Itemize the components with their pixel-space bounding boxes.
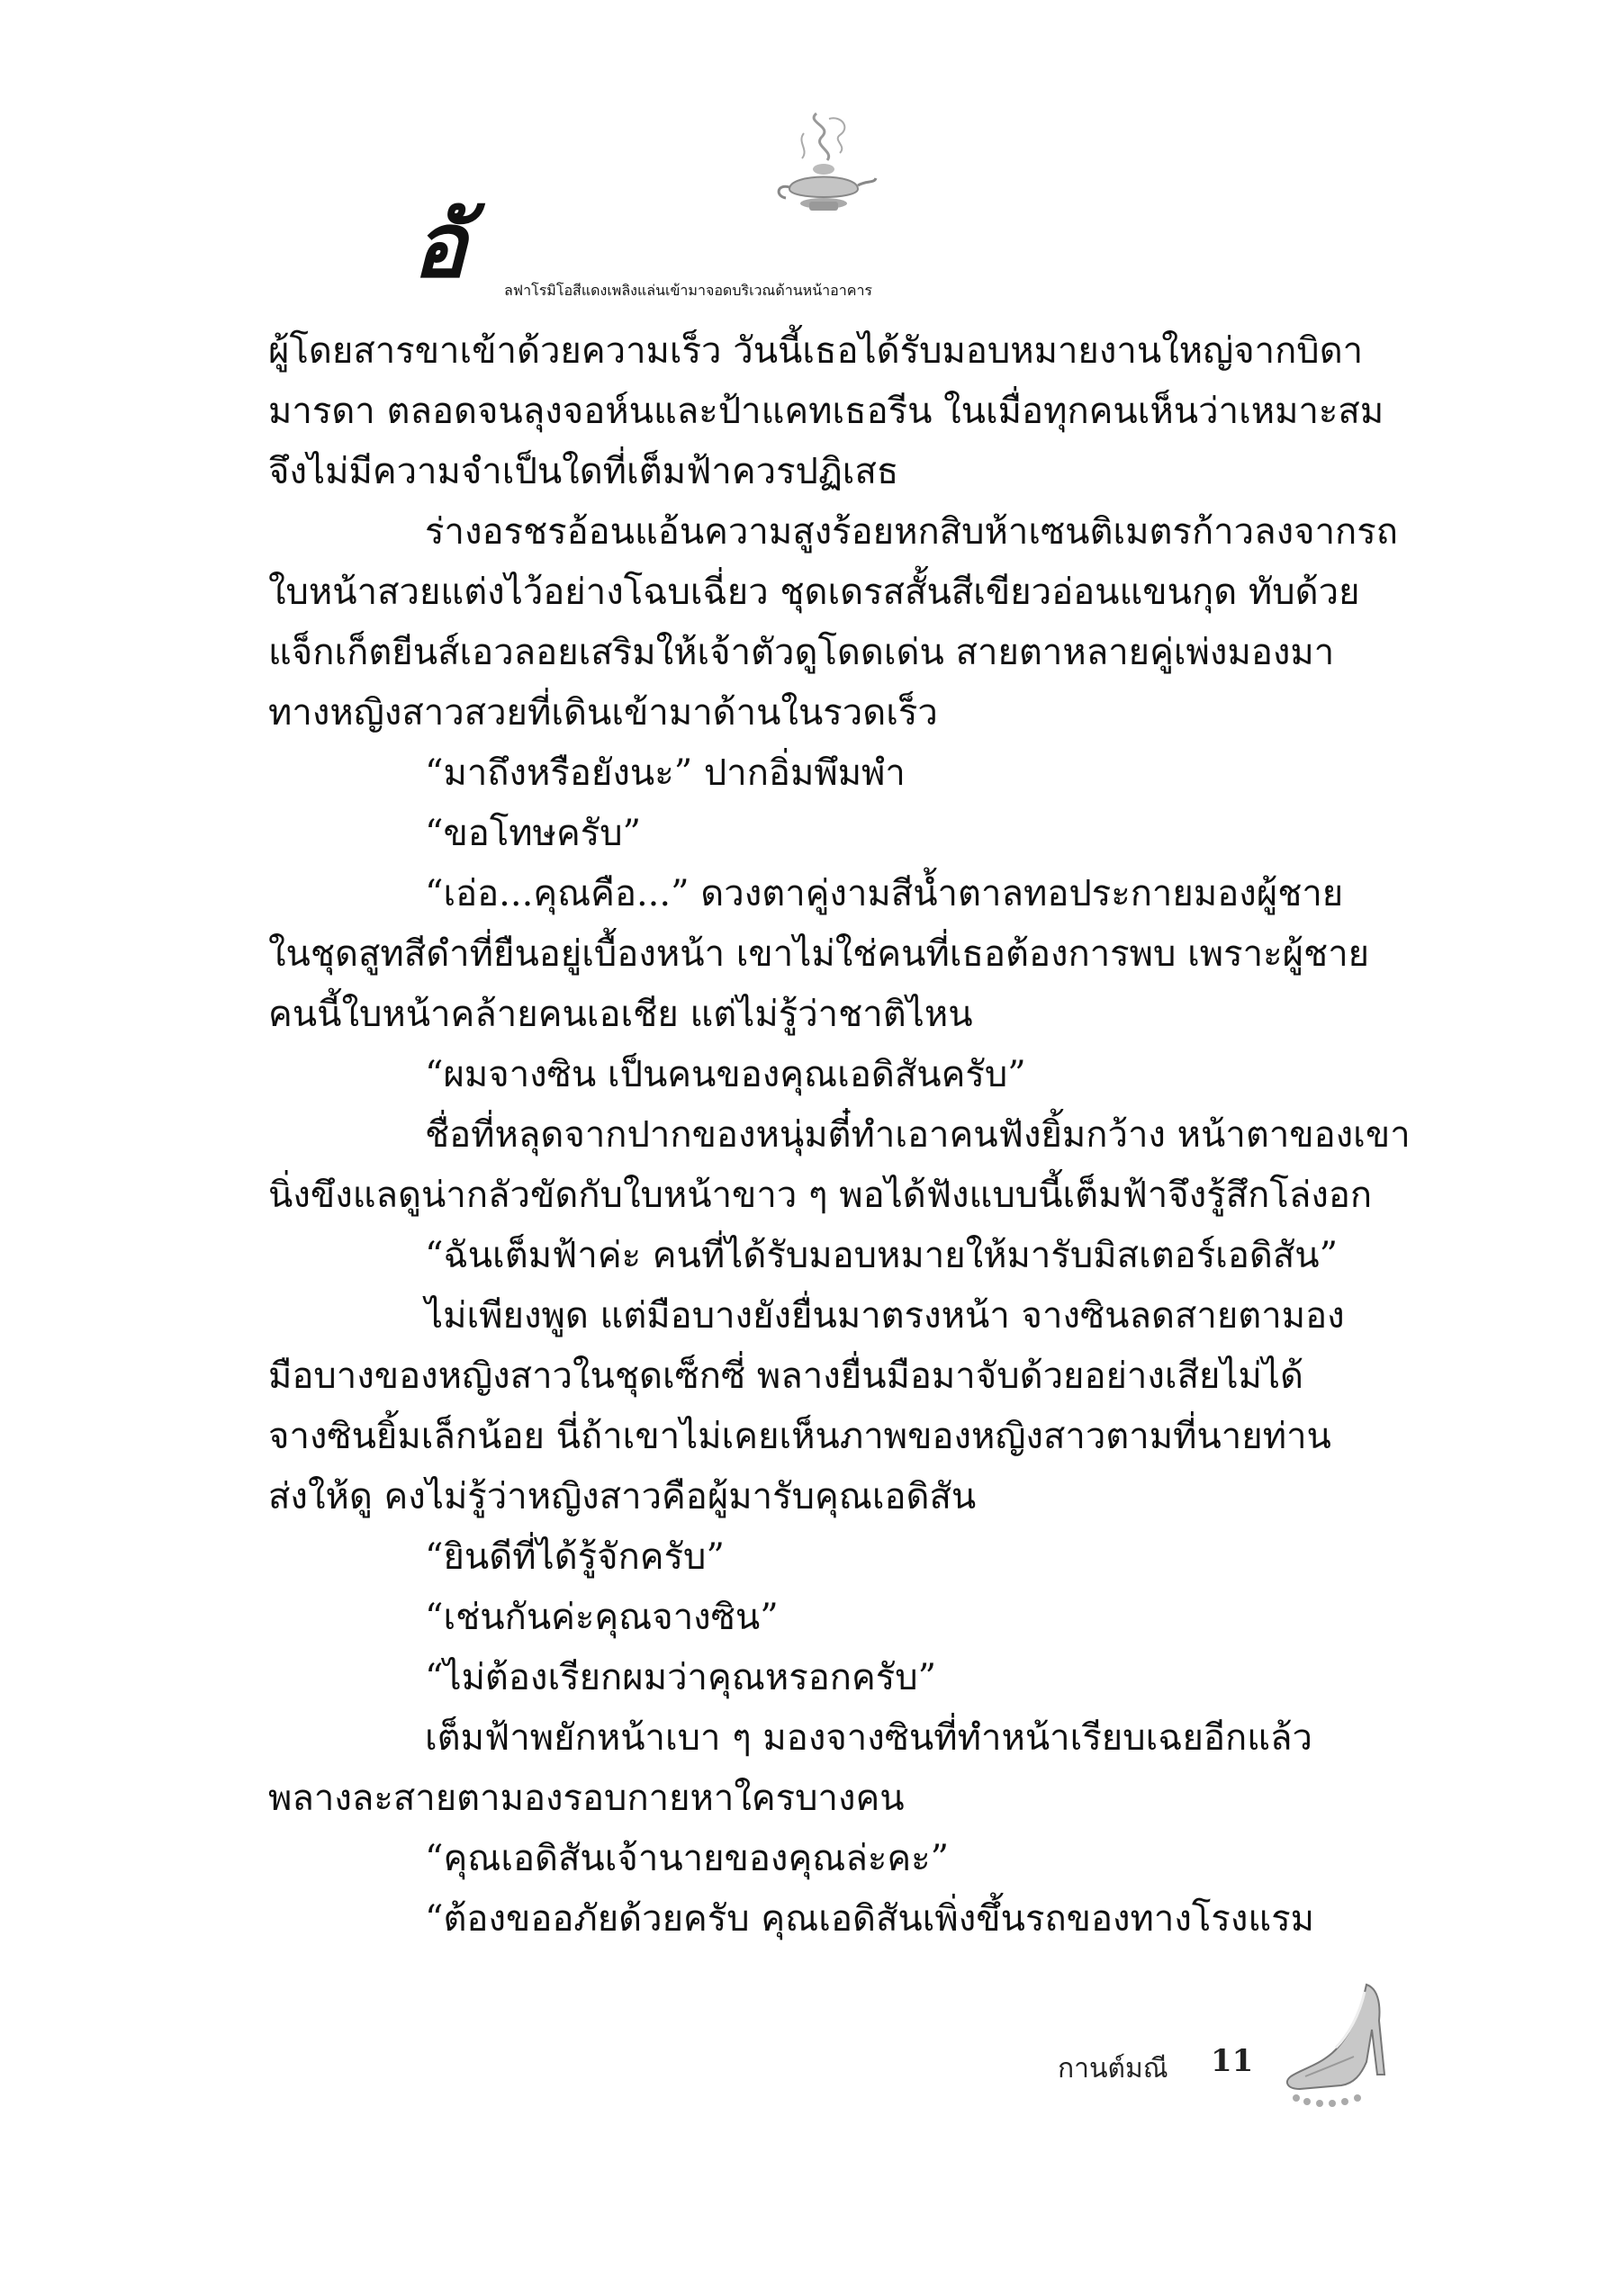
text-line: ลฟาโรมิโอสีแดงเพลิงแล่นเข้ามาจอดบริเวณด้านหน้าอาคาร bbox=[504, 284, 873, 299]
text-line: พลางละสายตามองรอบกายหาใครบางคน bbox=[268, 1778, 905, 1819]
text-line: “ฉันเต็มฟ้าค่ะ คนที่ได้รับมอบหมายให้มารับมิสเตอร์เอดิสัน” bbox=[425, 1235, 1339, 1276]
text-line: ผู้โดยสารขาเข้าด้วยความเร็ว วันนี้เธอได้รับมอบหมายงานใหญ่จากบิดา bbox=[268, 330, 1364, 372]
text-line: ทางหญิงสาวสวยที่เดินเข้ามาด้านในรวดเร็ว bbox=[268, 692, 938, 734]
magic-lamp-icon bbox=[770, 106, 878, 221]
page-number: 11 bbox=[1211, 2043, 1254, 2079]
body-text bbox=[268, 261, 1411, 1949]
text-line: มือบางของหญิงสาวในชุดเซ็กซี่ พลางยื่นมือมาจับด้วยอย่างเสียไม่ได้ bbox=[268, 1355, 1304, 1397]
text-line: “ผมจางซิน เป็นคนของคุณเอดิสันครับ” bbox=[425, 1054, 1026, 1095]
text-line: นิ่งขึงแลดูน่ากลัวขัดกับใบหน้าขาว ๆ พอได้ฟังแบบนี้เต็มฟ้าจึงรู้สึกโล่งอก bbox=[268, 1175, 1373, 1216]
text-line: ในชุดสูทสีดำที่ยืนอยู่เบื้องหน้า เขาไม่ใช่คนที่เธอต้องการพบ เพราะผู้ชาย bbox=[268, 933, 1370, 975]
text-line: คนนี้ใบหน้าคล้ายคนเอเชีย แต่ไม่รู้ว่าชาติไหน bbox=[268, 994, 973, 1035]
text-line: มารดา ตลอดจนลุงจอห์นและป้าแคทเธอรีน ในเมื่อทุกคนเห็นว่าเหมาะสม bbox=[268, 391, 1384, 432]
text-line: “ต้องขออภัยด้วยครับ คุณเอดิสันเพิ่งขึ้นรถของทางโรงแรม bbox=[425, 1898, 1315, 1940]
text-line: ร่างอรชรอ้อนแอ้นความสูงร้อยหกสิบห้าเซนติเมตรก้าวลงจากรถ bbox=[425, 511, 1398, 553]
text-line: เต็มฟ้าพยักหน้าเบา ๆ มองจางซินที่ทำหน้าเรียบเฉยอีกแล้ว bbox=[425, 1717, 1312, 1759]
text-line: ชื่อที่หลุดจากปากของหนุ่มตี๋ทำเอาคนฟังยิ้มกว้าง หน้าตาของเขา bbox=[425, 1114, 1411, 1156]
drop-cap: อั bbox=[412, 192, 467, 298]
text-line: “เอ่อ...คุณคือ...” ดวงตาคู่งามสีน้ำตาลทอประกายมองผู้ชาย bbox=[425, 873, 1344, 914]
glass-slipper-icon bbox=[1278, 1976, 1404, 2111]
footer-author: กานต์มณี bbox=[1058, 2053, 1168, 2084]
text-line: จึงไม่มีความจำเป็นใดที่เต็มฟ้าควรปฏิเสธ bbox=[268, 451, 899, 492]
text-line: แจ็กเก็ตยีนส์เอวลอยเสริมให้เจ้าตัวดูโดดเด่น สายตาหลายคู่เพ่งมองมา bbox=[268, 632, 1335, 673]
text-line: “เช่นกันค่ะคุณจางซิน” bbox=[425, 1597, 779, 1638]
text-line: “ยินดีที่ได้รู้จักครับ” bbox=[425, 1536, 725, 1578]
text-line: “ขอโทษครับ” bbox=[425, 813, 642, 854]
text-line: ส่งให้ดู คงไม่รู้ว่าหญิงสาวคือผู้มารับคุณเอดิสัน bbox=[268, 1476, 977, 1517]
text-line: จางซินยิ้มเล็กน้อย นี่ถ้าเขาไม่เคยเห็นภาพของหญิงสาวตามที่นายท่าน bbox=[268, 1416, 1331, 1457]
text-line: ใบหน้าสวยแต่งไว้อย่างโฉบเฉี่ยว ชุดเดรสสั้นสีเขียวอ่อนแขนกุด ทับด้วย bbox=[268, 572, 1360, 613]
text-line: “คุณเอดิสันเจ้านายของคุณล่ะคะ” bbox=[425, 1838, 950, 1879]
text-line: “มาถึงหรือยังนะ” ปากอิ่มพึมพำ bbox=[425, 752, 906, 794]
text-line: ไม่เพียงพูด แต่มือบางยังยื่นมาตรงหน้า จางซินลดสายตามอง bbox=[425, 1295, 1345, 1337]
text-line: “ไม่ต้องเรียกผมว่าคุณหรอกครับ” bbox=[425, 1657, 937, 1698]
